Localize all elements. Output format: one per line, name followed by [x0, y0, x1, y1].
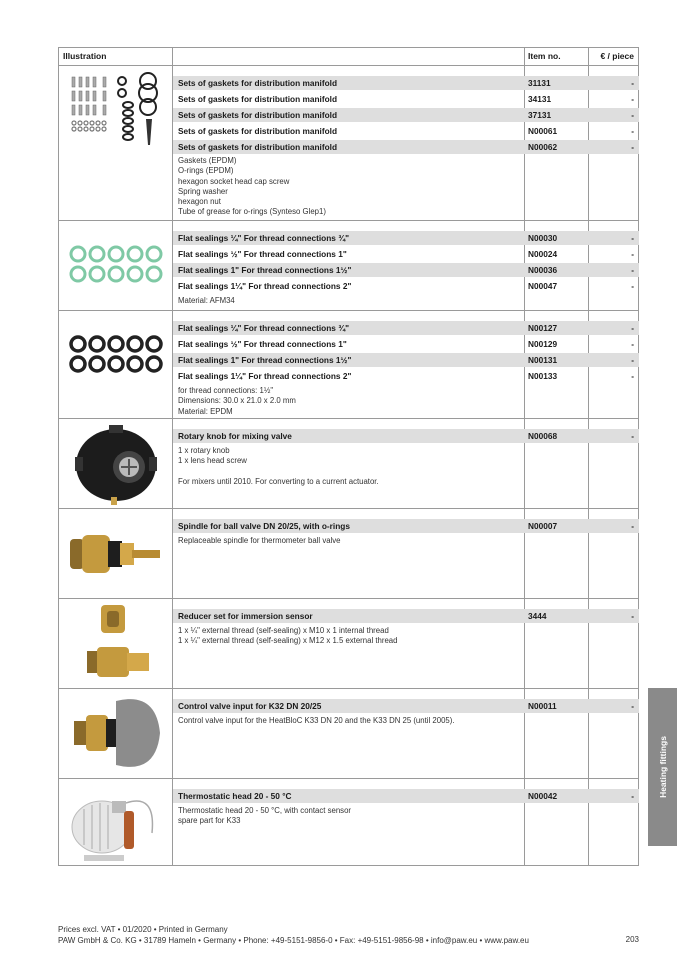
product-name: Sets of gaskets for distribution manifold	[178, 142, 338, 152]
table-row	[173, 321, 639, 335]
price: -	[631, 323, 634, 333]
column-divider	[524, 48, 525, 865]
item-number: 34131	[528, 94, 552, 104]
product-name: Sets of gaskets for distribution manifold	[178, 94, 338, 104]
product-description: Gaskets (EPDM) O-rings (EPDM) hexagon socket head cap screw Spring washer hexagon nut Tube of grease for o-rings (Synteso Glep1)	[178, 156, 326, 217]
product-name: Spindle for ball valve DN 20/25, with o-rings	[178, 521, 350, 531]
price: -	[631, 110, 634, 120]
price: -	[631, 371, 634, 381]
section-divider	[59, 598, 638, 599]
item-number: 37131	[528, 110, 552, 120]
item-number: N00036	[528, 265, 558, 275]
table-row	[173, 76, 639, 90]
item-number: N00042	[528, 791, 558, 801]
price: -	[631, 701, 634, 711]
product-name: Flat sealings ¼" For thread connections ¾"	[178, 323, 350, 333]
side-tab-label: Heating fittings	[657, 736, 668, 798]
price: -	[631, 611, 634, 621]
price: -	[631, 94, 634, 104]
table-row	[173, 429, 639, 443]
price: -	[631, 431, 634, 441]
product-name: Flat sealings ¼" For thread connections ¾"	[178, 233, 350, 243]
item-number: N00133	[528, 371, 558, 381]
price: -	[631, 355, 634, 365]
section-divider	[59, 220, 638, 221]
header-item-no: Item no.	[528, 51, 561, 61]
product-name: Sets of gaskets for distribution manifold	[178, 78, 338, 88]
spindle-image	[59, 510, 172, 596]
black-sealings-image	[59, 324, 172, 384]
gasket-set-image	[59, 66, 172, 156]
item-number: 31131	[528, 78, 551, 88]
rotary-knob-image	[59, 420, 172, 506]
price: -	[631, 281, 634, 291]
price: -	[631, 126, 634, 136]
product-name: Flat sealings 1" For thread connections 1½"	[178, 265, 352, 275]
price: -	[631, 249, 634, 259]
table-row	[173, 519, 639, 533]
product-description: 1 x rotary knob 1 x lens head screw For mixers until 2010. For converting to a current actuator.	[178, 446, 379, 486]
product-name: Sets of gaskets for distribution manifold	[178, 126, 338, 136]
item-number: N00131	[528, 355, 558, 365]
header-price: € / piece	[600, 51, 634, 61]
item-number: N00127	[528, 323, 558, 333]
table-row	[173, 789, 639, 803]
price: -	[631, 521, 634, 531]
item-number: N00068	[528, 431, 558, 441]
product-description: 1 x ¼" external thread (self-sealing) x M10 x 1 internal thread 1 x ¼" external thread (self-sealing) x M12 x 1.5 external thread	[178, 626, 398, 646]
section-divider	[59, 310, 638, 311]
price: -	[631, 78, 634, 88]
item-number: N00024	[528, 249, 558, 259]
table-row	[173, 699, 639, 713]
product-name: Flat sealings 1¼" For thread connections 2"	[178, 371, 352, 381]
product-name: Rotary knob for mixing valve	[178, 431, 292, 441]
item-number: N00030	[528, 233, 558, 243]
price: -	[631, 233, 634, 243]
header-illustration: Illustration	[63, 51, 107, 61]
column-divider	[588, 48, 589, 865]
section-divider	[59, 778, 638, 779]
item-number: N00129	[528, 339, 558, 349]
price: -	[631, 142, 634, 152]
green-sealings-image	[59, 234, 172, 294]
section-divider	[59, 418, 638, 419]
table-row	[173, 247, 639, 261]
footer-line-2: PAW GmbH & Co. KG • 31789 Hameln • Germany • Phone: +49-5151-9856-0 • Fax: +49-5151-9856-98 • info@paw.eu • www.paw.eu	[58, 936, 529, 945]
column-divider	[172, 48, 173, 865]
item-number: N00007	[528, 521, 558, 531]
table-row	[173, 337, 639, 351]
product-name: Reducer set for immersion sensor	[178, 611, 313, 621]
control-valve-image	[59, 690, 172, 776]
table-row	[173, 140, 639, 154]
thermostatic-head-image	[59, 780, 172, 866]
price: -	[631, 791, 634, 801]
footer-line-1: Prices excl. VAT • 01/2020 • Printed in Germany	[58, 925, 228, 934]
table-row	[173, 353, 639, 367]
product-name: Flat sealings 1" For thread connections 1½"	[178, 355, 352, 365]
product-name: Flat sealings ½" For thread connections 1"	[178, 339, 347, 349]
section-divider	[59, 688, 638, 689]
item-number: 3444	[528, 611, 547, 621]
product-description: Material: AFM34	[178, 296, 235, 305]
product-name: Flat sealings 1¼" For thread connections 2"	[178, 281, 352, 291]
item-number: N00061	[528, 126, 558, 136]
product-name: Thermostatic head 20 - 50 °C	[178, 791, 292, 801]
item-number: N00011	[528, 701, 557, 711]
product-name: Control valve input for K32 DN 20/25	[178, 701, 322, 711]
table-row	[173, 92, 639, 106]
section-divider	[59, 508, 638, 509]
price: -	[631, 265, 634, 275]
product-name: Flat sealings ½" For thread connections 1"	[178, 249, 347, 259]
product-description: for thread connections: 1½" Dimensions: 30.0 x 21.0 x 2.0 mm Material: EPDM	[178, 386, 296, 416]
product-table	[58, 47, 639, 866]
product-description: Control valve input for the HeatBloC K33 DN 20 and the K33 DN 25 (until 2005).	[178, 716, 455, 725]
table-row	[173, 609, 639, 623]
table-row	[173, 231, 639, 245]
table-row	[173, 108, 639, 122]
item-number: N00047	[528, 281, 558, 291]
product-description: Replaceable spindle for thermometer ball valve	[178, 536, 341, 545]
price: -	[631, 339, 634, 349]
item-number: N00062	[528, 142, 558, 152]
product-name: Sets of gaskets for distribution manifold	[178, 110, 338, 120]
table-row	[173, 124, 639, 138]
page-number: 203	[625, 935, 639, 944]
side-tab	[648, 688, 677, 846]
reducer-set-image	[59, 600, 172, 686]
table-row	[173, 279, 639, 293]
table-row	[173, 263, 639, 277]
product-description: Thermostatic head 20 - 50 °C, with contact sensor spare part for K33	[178, 806, 351, 826]
table-row	[173, 369, 639, 383]
